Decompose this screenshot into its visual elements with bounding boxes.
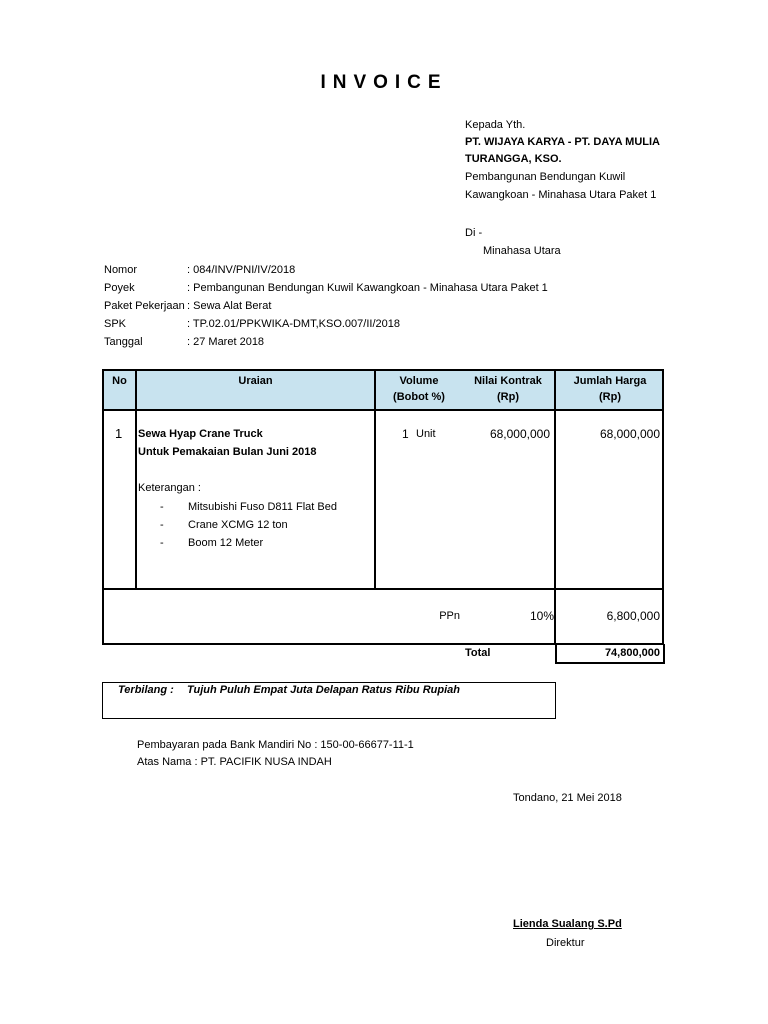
- payment-bank: Pembayaran pada Bank Mandiri No : 150-00-66677-11-1: [137, 739, 414, 751]
- payment-name: Atas Nama : PT. PACIFIK NUSA INDAH: [137, 756, 332, 768]
- ppn-rate: 10%: [529, 609, 554, 623]
- bullet-dash: -: [160, 537, 164, 549]
- meta-label-tanggal: Tanggal: [104, 336, 143, 348]
- list-item: Mitsubishi Fuso D811 Flat Bed: [188, 501, 337, 513]
- meta-label-proyek: Poyek: [104, 282, 135, 294]
- ppn-amount: 6,800,000: [606, 609, 660, 623]
- signatory-title: Direktur: [546, 937, 585, 949]
- list-item: Crane XCMG 12 ton: [188, 519, 288, 531]
- header-nilai-line2: (Rp): [497, 391, 519, 403]
- meta-label-paket: Paket Pekerjaan: [104, 300, 185, 312]
- recipient-location: Minahasa Utara: [483, 245, 561, 257]
- recipient-di: Di -: [465, 227, 483, 239]
- row-keterangan: Keterangan :: [138, 482, 201, 494]
- recipient-company-line1: PT. WIJAYA KARYA - PT. DAYA MULIA: [465, 136, 660, 148]
- row-volume-unit: Unit: [416, 428, 436, 440]
- recipient-project-line2: Kawangkoan - Minahasa Utara Paket 1: [465, 189, 657, 201]
- bullet-dash: -: [160, 519, 164, 531]
- list-item: Boom 12 Meter: [188, 537, 264, 549]
- meta-value-paket: : Sewa Alat Berat: [187, 300, 272, 312]
- recipient-company-line2: TURANGGA, KSO.: [465, 153, 562, 165]
- row-desc-line2: Untuk Pemakaian Bulan Juni 2018: [138, 446, 317, 458]
- terbilang-text: Tujuh Puluh Empat Juta Delapan Ratus Ribu Rupiah: [187, 684, 460, 696]
- total-label: Total: [465, 647, 491, 659]
- header-jumlah-line2: (Rp): [599, 391, 621, 403]
- header-volume: [376, 373, 462, 405]
- divider-no: [135, 371, 137, 590]
- header-volume-line2: (Bobot %): [393, 391, 445, 403]
- header-nilai: [462, 373, 554, 405]
- row-no: 1: [115, 426, 123, 441]
- header-jumlah: [556, 373, 664, 405]
- meta-value-tanggal: : 27 Maret 2018: [187, 336, 265, 348]
- signatory-name: Lienda Sualang S.Pd: [513, 918, 622, 930]
- divider-nilai: [554, 371, 556, 645]
- divider-item-bottom: [104, 588, 662, 590]
- header-nilai-line1: Nilai Kontrak: [474, 375, 542, 387]
- place-date: Tondano, 21 Mei 2018: [513, 792, 622, 804]
- header-no: No: [112, 375, 127, 387]
- recipient-greeting: Kepada Yth.: [465, 119, 526, 131]
- invoice-table: [102, 369, 664, 645]
- header-uraian: Uraian: [238, 375, 273, 387]
- header-volume-line1: Volume: [399, 375, 439, 387]
- meta-value-nomor: : 084/INV/PNI/IV/2018: [187, 264, 296, 276]
- row-jumlah: 68,000,000: [599, 427, 660, 441]
- meta-label-nomor: Nomor: [104, 264, 138, 276]
- terbilang-label: Terbilang :: [118, 684, 174, 696]
- total-amount: 74,800,000: [604, 647, 660, 659]
- bullet-dash: -: [160, 501, 164, 513]
- row-desc-line1: Sewa Hyap Crane Truck: [138, 428, 263, 440]
- meta-value-proyek: : Pembangunan Bendungan Kuwil Kawangkoan - Minahasa Utara Paket 1: [187, 282, 548, 294]
- ppn-label: PPn: [439, 610, 460, 622]
- meta-value-spk: : TP.02.01/PPKWIKA-DMT,KSO.007/II/2018: [187, 318, 400, 330]
- header-jumlah-line1: Jumlah Harga: [573, 375, 647, 387]
- row-nilai: 68,000,000: [489, 427, 550, 441]
- recipient-project-line1: Pembangunan Bendungan Kuwil: [465, 171, 626, 183]
- row-volume-qty: 1: [402, 427, 409, 441]
- invoice-title: INVOICE: [320, 72, 448, 93]
- meta-label-spk: SPK: [104, 318, 127, 330]
